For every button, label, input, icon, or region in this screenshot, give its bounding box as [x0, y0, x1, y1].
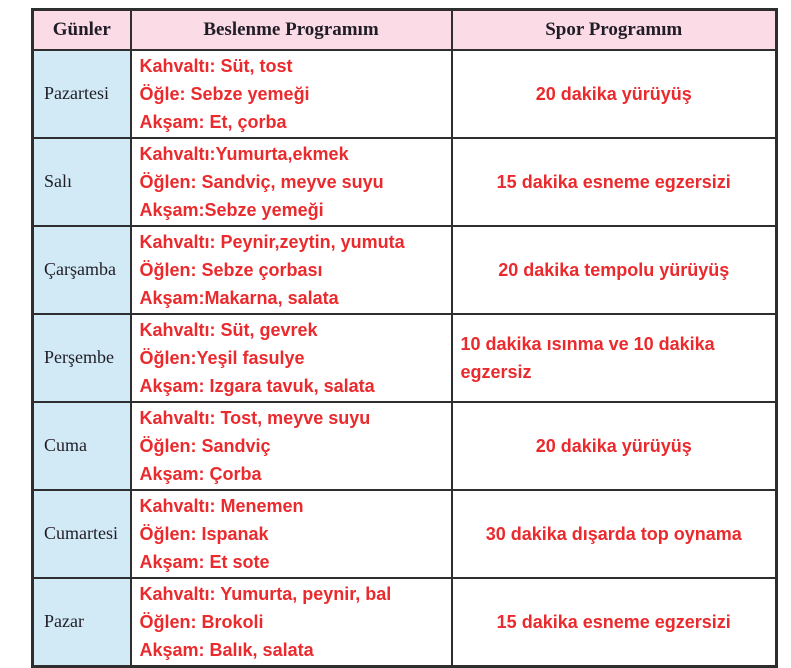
sport-cell [452, 138, 777, 226]
meal-line-dinner: Akşam: Et sote [139, 551, 270, 572]
table-row [33, 314, 777, 402]
sport-cell [452, 402, 777, 490]
meal-line-lunch: Öğle: Sebze yemeği [139, 83, 310, 104]
meal-line-dinner: Akşam: Izgara tavuk, salata [139, 375, 375, 396]
table-row [33, 578, 777, 667]
meal-line-breakfast: Kahvaltı: Menemen [139, 495, 304, 516]
day-cell: Salı [33, 138, 131, 226]
sport-cell [452, 490, 777, 578]
day-cell: Pazartesi [33, 50, 131, 138]
day-cell: Çarşamba [33, 226, 131, 314]
table-row [33, 490, 777, 578]
meals-cell [131, 578, 452, 667]
meal-line-lunch: Öğlen: Sebze çorbası [139, 259, 323, 280]
sport-text: 20 dakika yürüyüş [535, 83, 692, 104]
meal-line-dinner: Akşam: Çorba [139, 463, 262, 484]
meals-cell [131, 226, 452, 314]
meal-line-breakfast: Kahvaltı:Yumurta,ekmek [139, 143, 349, 164]
sport-cell [452, 314, 777, 402]
sport-cell [452, 50, 777, 138]
meal-line-breakfast: Kahvaltı: Süt, tost [139, 55, 293, 76]
header-days: Günler [33, 10, 131, 50]
sport-text: 30 dakika dışarda top oynama [485, 523, 742, 544]
weekly-program-table [31, 8, 778, 668]
meal-line-dinner: Akşam:Sebze yemeği [139, 199, 324, 220]
meal-line-lunch: Öğlen: Sandviç [139, 435, 271, 456]
table-body [33, 50, 777, 667]
sport-text: 10 dakika ısınma ve 10 dakika egzersiz [460, 333, 715, 382]
meal-line-breakfast: Kahvaltı: Süt, gevrek [139, 319, 318, 340]
header-row [33, 10, 777, 50]
meals-cell [131, 402, 452, 490]
meal-line-dinner: Akşam:Makarna, salata [139, 287, 339, 308]
day-cell: Perşembe [33, 314, 131, 402]
meals-cell [131, 50, 452, 138]
meals-cell [131, 314, 452, 402]
meal-line-lunch: Öğlen: Sandviç, meyve suyu [139, 171, 384, 192]
meal-line-lunch: Öğlen: Brokoli [139, 611, 264, 632]
day-cell: Cumartesi [33, 490, 131, 578]
table-header [33, 10, 777, 50]
table-row [33, 138, 777, 226]
meal-line-breakfast: Kahvaltı: Peynir,zeytin, yumuta [139, 231, 405, 252]
day-cell: Pazar [33, 578, 131, 667]
meals-cell [131, 138, 452, 226]
meals-cell [131, 490, 452, 578]
sport-text: 20 dakika tempolu yürüyüş [498, 259, 730, 280]
meal-line-lunch: Öğlen:Yeşil fasulye [139, 347, 305, 368]
table-row [33, 402, 777, 490]
sport-text: 15 dakika esneme egzersizi [496, 171, 731, 192]
header-nutrition-program: Beslenme Programım [131, 10, 452, 50]
meal-line-breakfast: Kahvaltı: Yumurta, peynir, bal [139, 583, 392, 604]
table-row [33, 226, 777, 314]
table-row [33, 50, 777, 138]
meal-line-lunch: Öğlen: Ispanak [139, 523, 269, 544]
day-cell: Cuma [33, 402, 131, 490]
header-sport-program: Spor Programım [452, 10, 777, 50]
meal-line-dinner: Akşam: Balık, salata [139, 639, 314, 660]
sport-cell [452, 578, 777, 667]
sport-cell [452, 226, 777, 314]
meal-line-dinner: Akşam: Et, çorba [139, 111, 287, 132]
sport-text: 20 dakika yürüyüş [535, 435, 692, 456]
meal-line-breakfast: Kahvaltı: Tost, meyve suyu [139, 407, 371, 428]
sport-text: 15 dakika esneme egzersizi [496, 611, 731, 632]
